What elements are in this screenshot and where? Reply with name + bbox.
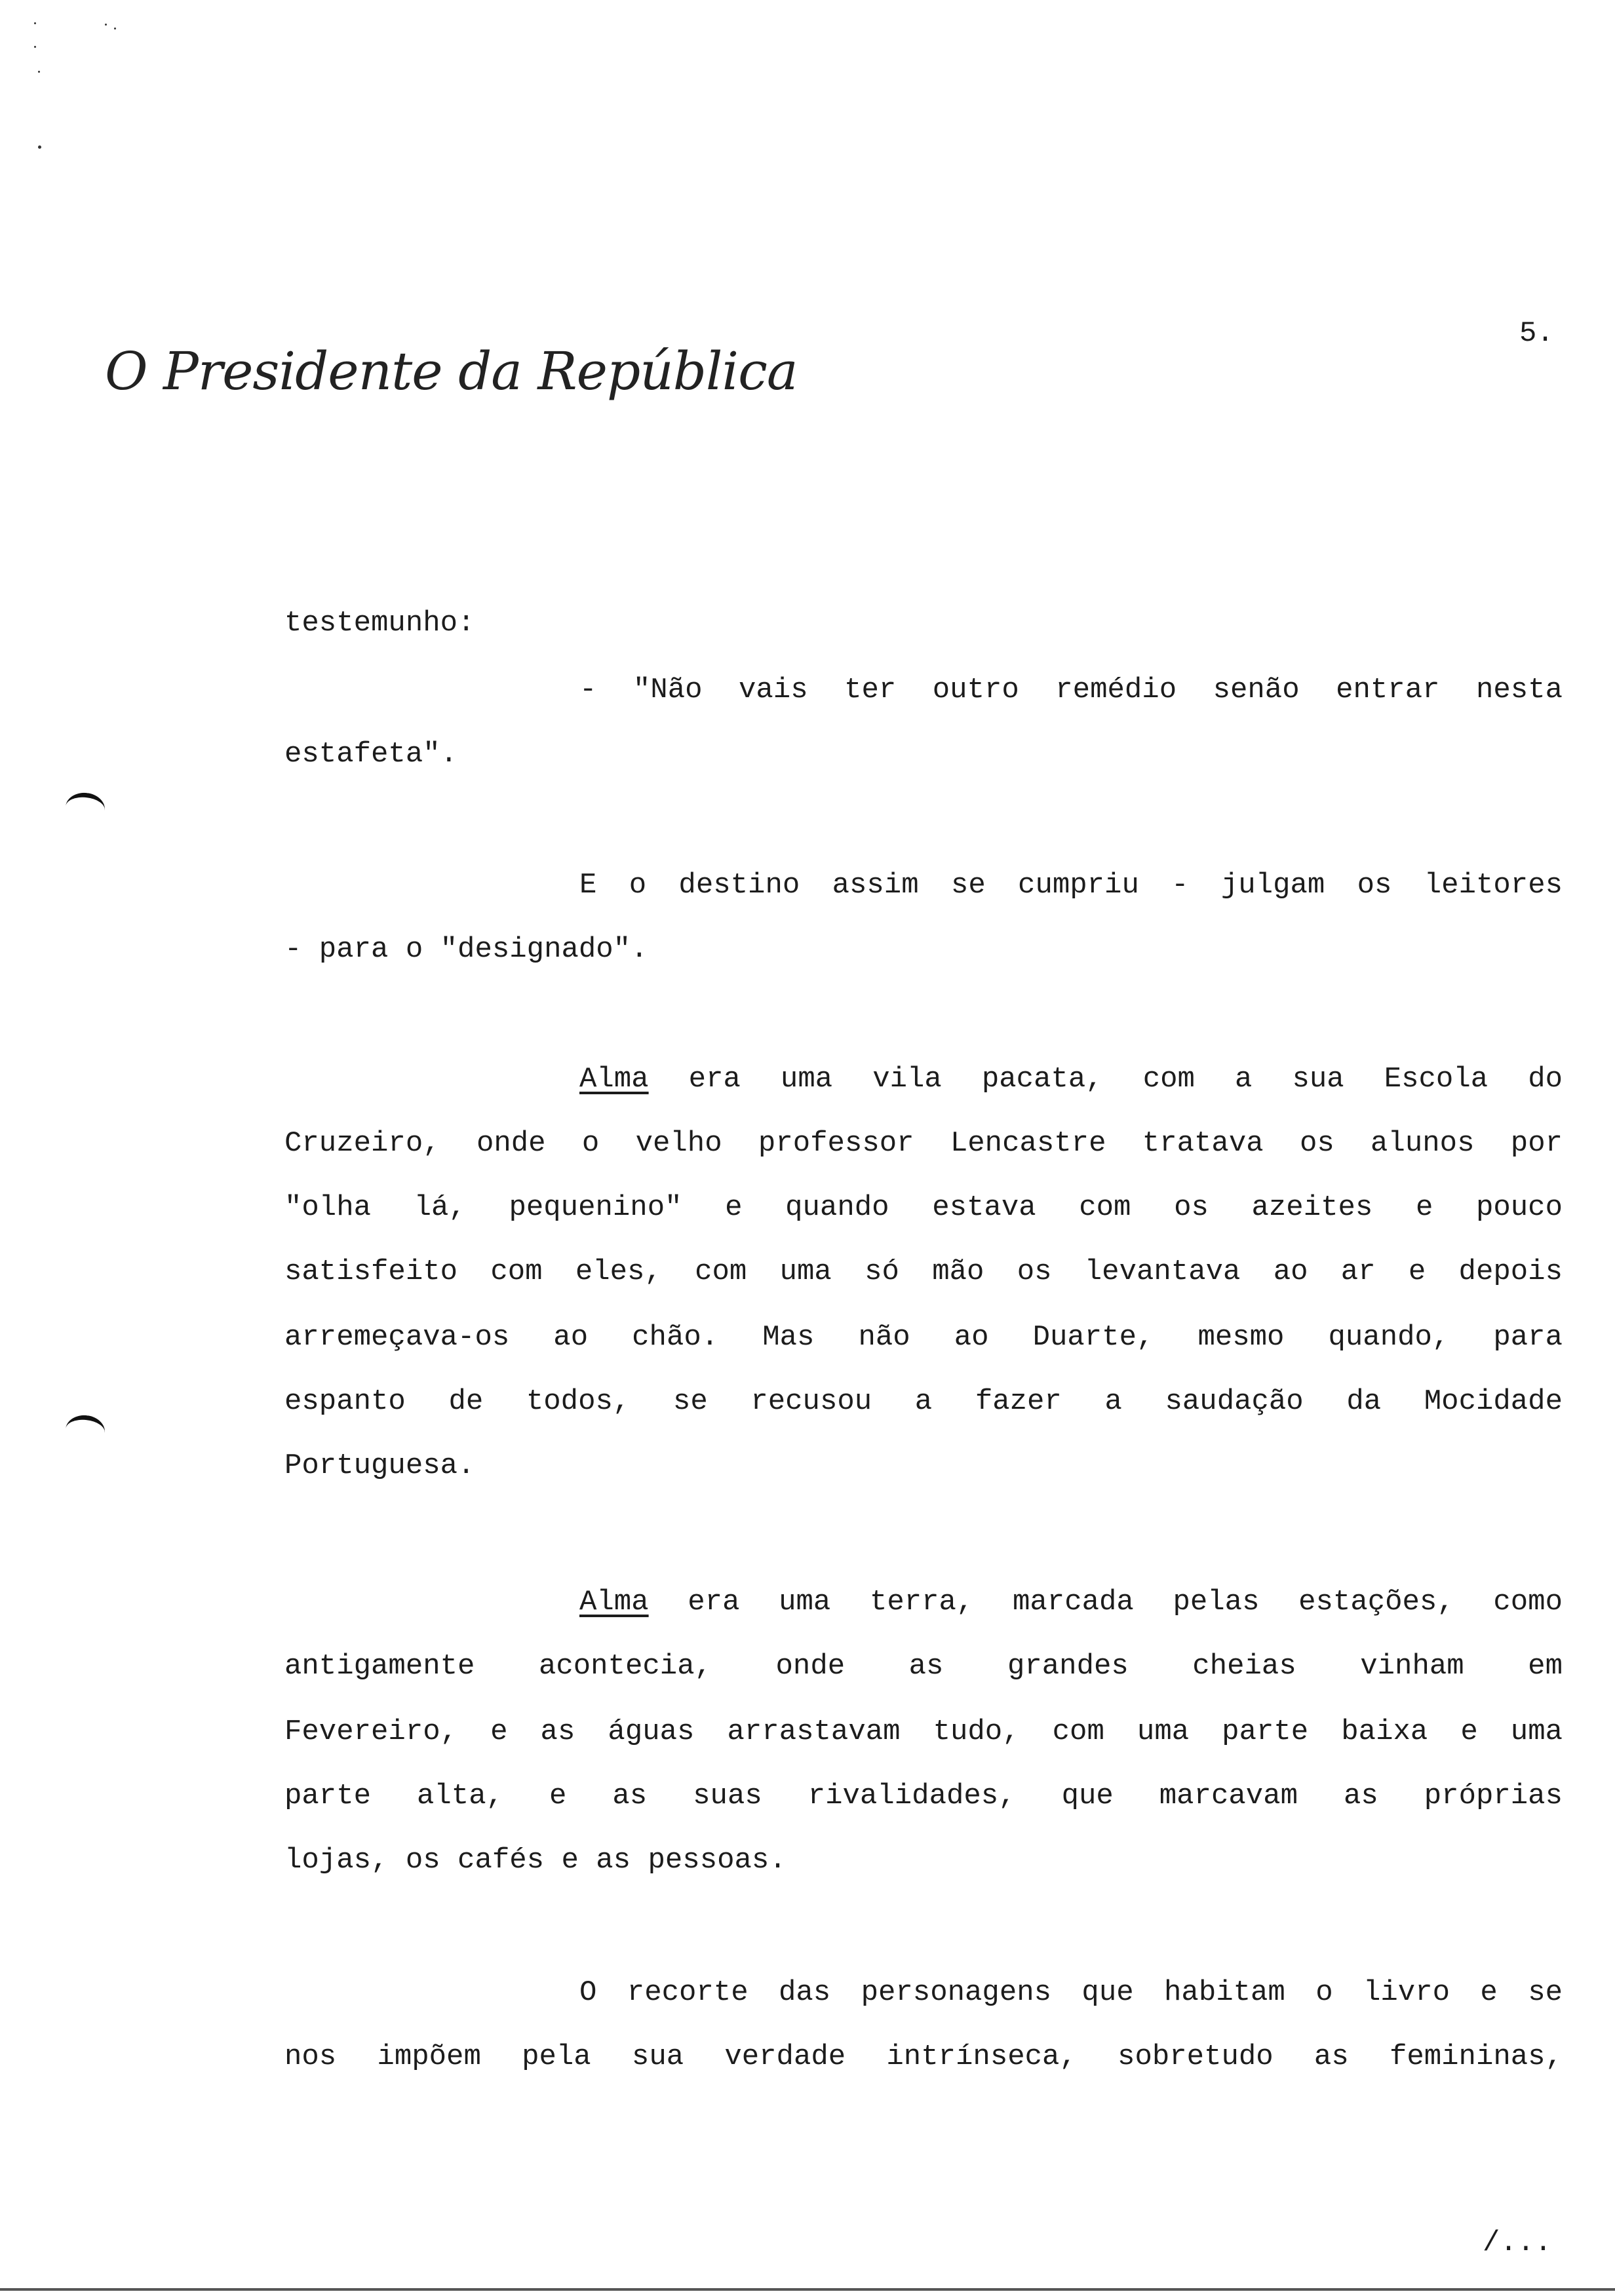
text-line: antigamente acontecia, onde as grandes cheias vinham em [284, 1650, 1563, 1683]
letterhead: O Presidente da República [105, 341, 798, 402]
underlined-word: Alma [579, 1063, 649, 1096]
scan-speck [38, 71, 40, 73]
text-line: parte alta, e as suas rivalidades, que marcavam as próprias [284, 1780, 1563, 1812]
scan-speck [34, 46, 36, 48]
text-line: testemunho: [284, 607, 475, 640]
text-line: E o destino assim se cumpriu - julgam os leitores [579, 869, 1563, 902]
text-line: Portuguesa. [284, 1449, 475, 1482]
punch-hole-mark [64, 1413, 107, 1448]
text-segment: era uma terra, marcada pelas estações, como [648, 1586, 1563, 1618]
text-line: Fevereiro, e as águas arrastavam tudo, com uma parte baixa e uma [284, 1715, 1563, 1748]
text-line: O recorte das personagens que habitam o livro e se [579, 1976, 1563, 2009]
text-line: nos impõem pela sua verdade intrínseca, sobretudo as femininas, [284, 2040, 1563, 2073]
continuation-mark: /... [1483, 2227, 1552, 2259]
text-segment: era uma vila pacata, com a sua Escola do [648, 1063, 1563, 1096]
page-number: 5. [1519, 317, 1554, 350]
text-line [579, 1062, 1563, 1097]
text-line [579, 1584, 1563, 1620]
scan-speck [114, 28, 116, 29]
scan-speck [105, 24, 107, 26]
punch-hole-mark [64, 791, 107, 826]
text-line: estafeta". [284, 738, 458, 771]
text-line: - "Não vais ter outro remédio senão entrar nesta [579, 674, 1563, 706]
scan-bottom-edge [0, 2288, 1615, 2291]
text-line: "olha lá, pequenino" e quando estava com os azeites e pouco [284, 1191, 1563, 1224]
text-line: arremeçava-os ao chão. Mas não ao Duarte, mesmo quando, para [284, 1321, 1563, 1354]
underlined-word: Alma [579, 1586, 649, 1618]
text-line: satisfeito com eles, com uma só mão os levantava ao ar e depois [284, 1255, 1563, 1288]
scan-speck [38, 145, 41, 149]
text-line: - para o "designado". [284, 933, 648, 966]
scan-speck [34, 22, 36, 24]
text-line: Cruzeiro, onde o velho professor Lencastre tratava os alunos por [284, 1127, 1563, 1160]
text-line: espanto de todos, se recusou a fazer a saudação da Mocidade [284, 1385, 1563, 1418]
text-line: lojas, os cafés e as pessoas. [284, 1844, 787, 1877]
